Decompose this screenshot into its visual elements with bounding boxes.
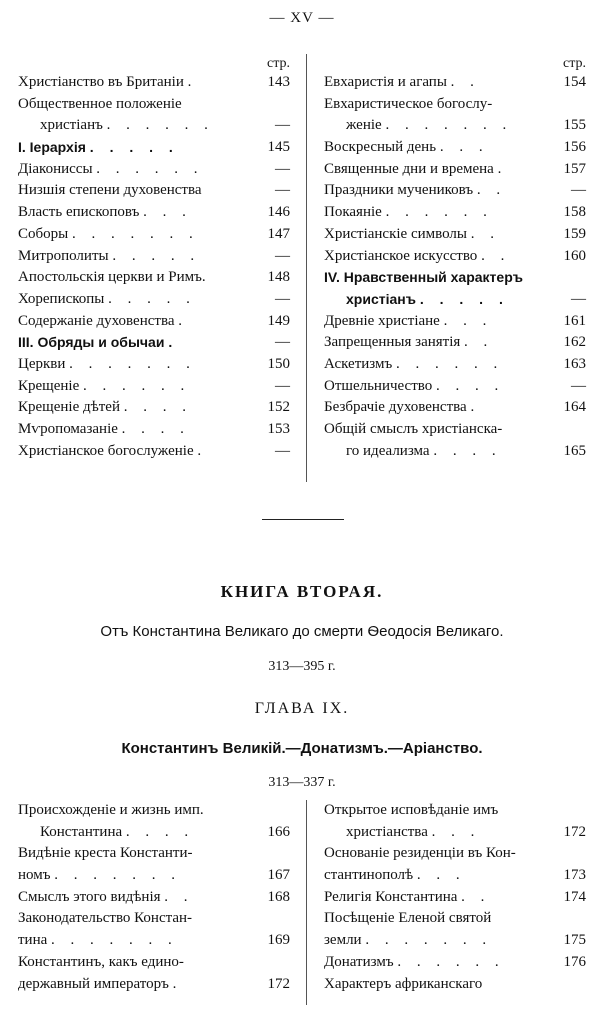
leader-dots: .	[187, 74, 198, 90]
contents-entry	[324, 267, 586, 289]
entry-title	[324, 419, 502, 441]
entry-title	[324, 202, 493, 224]
entry-page: 161	[563, 312, 586, 329]
entry-text: державный императоръ	[18, 975, 169, 992]
entry-title	[18, 974, 182, 996]
contents-entry	[324, 202, 586, 224]
leader-dots: .	[178, 312, 188, 329]
leader-dots: . . . . .	[108, 290, 196, 307]
entry-page: 145	[267, 139, 290, 156]
leader-dots: . . . .	[433, 442, 502, 459]
entry-page: 160	[563, 247, 586, 264]
leader-dots: . . . . . .	[385, 204, 493, 221]
contents-entry	[324, 159, 586, 181]
contents-entry	[18, 930, 290, 952]
entry-title	[324, 311, 492, 333]
entry-text: Евхаристическое богослу-	[324, 95, 493, 112]
entry-page: —	[275, 290, 290, 307]
entry-text: Крещеніе дѣтей	[18, 399, 120, 416]
entry-text: Евхаристія и агапы	[324, 74, 447, 90]
entry-text: Власть епископовъ	[18, 204, 140, 221]
contents-entry	[324, 94, 586, 116]
contents-entry	[18, 224, 290, 246]
entry-page: 165	[563, 442, 586, 459]
entry-title	[324, 332, 493, 354]
entry-text: Запрещенныя занятія	[324, 334, 461, 351]
contents-entry	[324, 289, 586, 311]
entry-text: Апостольскія церкви и Римъ.	[18, 269, 206, 286]
entry-text: Покаяніе	[324, 204, 382, 221]
entry-text: Происхожденіе и жизнь имп.	[18, 802, 204, 818]
entry-title	[18, 800, 204, 822]
book-years: 313—395 г.	[268, 659, 336, 674]
contents-table-lower	[18, 800, 586, 1005]
entry-page: 153	[267, 421, 290, 437]
entry-page: 146	[267, 204, 290, 221]
contents-entry	[18, 843, 290, 865]
entry-title	[18, 397, 192, 419]
leader-dots: . .	[164, 888, 194, 905]
page-header-left	[18, 54, 290, 72]
entry-text: Соборы	[18, 225, 69, 242]
contents-entry	[324, 908, 586, 930]
entry-title	[324, 930, 492, 952]
leader-dots: .	[497, 160, 508, 177]
entry-text: Донатизмъ	[324, 953, 394, 970]
contents-entry	[18, 332, 290, 354]
leader-dots: .	[168, 334, 179, 351]
leader-dots: . .	[481, 247, 511, 264]
contents-entry	[18, 246, 290, 268]
entry-page: 147	[267, 225, 290, 242]
entry-text: Христіанскіе символы	[324, 225, 467, 242]
leader-dots: . . . . . .	[82, 377, 191, 394]
entry-text: III. Обряды и обычаи	[18, 334, 165, 351]
entry-page: 164	[563, 399, 586, 416]
leader-dots: . . . . . . .	[365, 932, 493, 949]
entry-title	[18, 311, 188, 333]
entry-page: 149	[267, 312, 290, 329]
entry-title	[18, 952, 184, 974]
leader-dots: .	[172, 975, 183, 992]
leader-dots: . . . . . .	[96, 160, 204, 177]
leader-dots: . . . . . . .	[54, 867, 181, 884]
entry-text: христіанъ	[40, 117, 103, 134]
leader-dots: . . . .	[123, 399, 192, 416]
leader-dots: . . . . . .	[395, 355, 504, 372]
entry-page: 168	[267, 888, 290, 905]
leader-dots: . . . . . . .	[385, 117, 513, 134]
contents-entry	[324, 397, 586, 419]
entry-title	[18, 908, 192, 930]
section-separator	[262, 519, 344, 520]
leader-dots: . . .	[431, 823, 481, 840]
contents-entry	[324, 376, 586, 398]
contents-entry	[18, 441, 290, 463]
entry-text: го идеализма	[346, 442, 430, 459]
running-head: — XV —	[269, 10, 335, 26]
entry-title	[324, 865, 466, 887]
contents-entry	[18, 908, 290, 930]
entry-title	[18, 72, 197, 94]
entry-text: Древніе христіане	[324, 312, 440, 329]
contents-entry	[18, 180, 290, 202]
contents-entry	[18, 267, 290, 289]
entry-title	[324, 376, 504, 398]
contents-entry	[18, 159, 290, 181]
entry-text: Діакониссы	[18, 160, 93, 177]
contents-column-left	[18, 800, 290, 995]
column-divider	[306, 54, 307, 482]
entry-title	[346, 289, 509, 311]
entry-page: 175	[563, 932, 586, 949]
entry-text: земли	[324, 932, 362, 949]
chapter-subtitle: Константинъ Великій.—Донатизмъ.—Аріанство.	[121, 740, 483, 757]
contents-entry	[18, 94, 290, 116]
entry-title	[18, 865, 181, 887]
entry-title	[324, 800, 498, 822]
contents-entry	[18, 202, 290, 224]
entry-text: Митрополиты	[18, 247, 109, 264]
entry-title	[324, 159, 507, 181]
entry-title	[18, 246, 200, 268]
entry-text: Видѣніе креста Константи-	[18, 845, 193, 862]
contents-entry	[324, 800, 586, 822]
entry-page: 162	[563, 334, 586, 351]
leader-dots: . . . . . .	[106, 117, 214, 134]
entry-title	[324, 137, 489, 159]
contents-entry	[324, 843, 586, 865]
entry-title	[324, 908, 491, 930]
contents-entry	[324, 180, 586, 202]
leader-dots: .	[470, 399, 481, 416]
contents-entry	[18, 72, 290, 94]
entry-text: Крещеніе	[18, 377, 80, 394]
leader-dots: . . .	[143, 204, 192, 221]
contents-entry	[324, 246, 586, 268]
contents-entry	[324, 865, 586, 887]
entry-page: 174	[563, 888, 586, 905]
contents-entry	[18, 865, 290, 887]
entry-title	[324, 94, 492, 116]
leader-dots: . .	[464, 334, 494, 351]
entry-title	[18, 843, 192, 865]
entry-page: 169	[267, 932, 290, 949]
entry-title	[346, 115, 512, 137]
entry-title	[324, 887, 490, 909]
contents-entry	[18, 822, 290, 844]
book-subtitle: Отъ Константина Великаго до смерти Ѳеодосія Великаго.	[100, 623, 504, 640]
leader-dots: . . . . .	[89, 139, 179, 156]
entry-title	[18, 441, 207, 463]
entry-title	[324, 843, 516, 865]
entry-page: 143	[267, 74, 290, 90]
entry-page: 172	[563, 823, 586, 840]
contents-entry	[324, 419, 586, 441]
entry-page: 152	[267, 399, 290, 416]
entry-title	[18, 289, 196, 311]
entry-text: Религія Константина	[324, 888, 458, 905]
contents-entry	[18, 289, 290, 311]
entry-title	[18, 159, 204, 181]
entry-title	[324, 246, 510, 268]
entry-title	[324, 267, 523, 289]
contents-column-left	[18, 54, 290, 462]
page-header-label: стр.	[562, 56, 586, 71]
entry-title	[18, 419, 190, 441]
entry-title	[324, 180, 506, 202]
entry-text: христіанъ	[346, 290, 416, 307]
entry-title	[324, 72, 480, 94]
contents-table-upper	[18, 54, 586, 482]
leader-dots: .	[197, 442, 208, 459]
entry-text: Общій смыслъ христіанска-	[324, 421, 503, 437]
entry-page: —	[571, 182, 586, 199]
leader-dots: . . . . .	[419, 290, 509, 307]
entry-text: Безбрачіе духовенства	[324, 399, 467, 416]
leader-dots: . . .	[443, 312, 493, 329]
leader-dots: . . .	[439, 139, 489, 156]
entry-title	[324, 354, 503, 376]
entry-page: —	[275, 117, 290, 134]
entry-text: I. Іерархія	[18, 139, 86, 156]
contents-entry	[18, 974, 290, 996]
entry-text: христіанства	[346, 823, 428, 840]
entry-page: 176	[563, 953, 586, 970]
leader-dots: . . . . .	[112, 247, 201, 264]
contents-column-right	[324, 54, 586, 462]
entry-title	[346, 441, 502, 463]
contents-entry	[324, 311, 586, 333]
entry-text: женіе	[346, 117, 382, 134]
entry-title	[324, 224, 500, 246]
entry-text: Посѣщеніе Еленой святой	[324, 910, 492, 927]
entry-text: Смыслъ этого видѣнія	[18, 888, 161, 905]
leader-dots: . .	[461, 888, 491, 905]
entry-title	[324, 397, 480, 419]
entry-text: стантинополѣ	[324, 867, 414, 884]
entry-page: 172	[267, 975, 290, 992]
entry-title	[324, 974, 482, 996]
leader-dots: . .	[470, 225, 500, 242]
chapter-years: 313—337 г.	[268, 775, 336, 790]
contents-entry	[18, 115, 290, 137]
entry-text: Церкви	[18, 355, 66, 372]
entry-page: —	[275, 247, 290, 264]
entry-page: —	[275, 182, 290, 199]
leader-dots: . . .	[416, 867, 466, 884]
entry-title	[18, 376, 190, 398]
contents-entry	[324, 887, 586, 909]
entry-text: Священные дни и времена	[324, 160, 494, 177]
entry-text: Открытое исповѣданіе имъ	[324, 802, 499, 818]
entry-title	[18, 180, 202, 202]
entry-page: —	[275, 160, 290, 177]
entry-page: 154	[563, 74, 586, 90]
entry-text: Хорепископы	[18, 290, 105, 307]
entry-title	[18, 267, 206, 289]
contents-entry	[18, 397, 290, 419]
entry-page: 167	[267, 867, 290, 884]
entry-page: —	[571, 290, 586, 307]
entry-page: 163	[563, 355, 586, 372]
leader-dots: . . . .	[121, 421, 190, 437]
entry-title	[18, 224, 199, 246]
leader-dots: . . . . . .	[397, 953, 505, 970]
entry-page: 150	[267, 355, 290, 372]
contents-entry	[18, 887, 290, 909]
entry-text: Праздники мучениковъ	[324, 182, 474, 199]
entry-page: 148	[267, 269, 290, 286]
entry-page: 158	[563, 204, 586, 221]
contents-entry	[324, 930, 586, 952]
book-title: КНИГА ВТОРАЯ.	[220, 582, 384, 601]
contents-entry	[324, 822, 586, 844]
contents-entry	[324, 72, 586, 94]
page-header-label: стр.	[266, 56, 290, 71]
entry-text: Христіанство въ Британіи	[18, 74, 184, 90]
entry-text: Основаніе резиденціи въ Кон-	[324, 845, 516, 862]
entry-title	[18, 137, 179, 159]
contents-entry	[18, 419, 290, 441]
entry-text: Христіанское искусство	[324, 247, 478, 264]
contents-entry	[324, 137, 586, 159]
entry-title	[18, 930, 178, 952]
entry-page: —	[571, 377, 586, 394]
entry-text: IV. Нравственный характеръ	[324, 269, 523, 286]
entry-title	[346, 822, 480, 844]
contents-entry	[18, 354, 290, 376]
entry-page: 173	[563, 867, 586, 884]
contents-entry	[18, 137, 290, 159]
entry-text: Аскетизмъ	[324, 355, 393, 372]
contents-entry	[324, 354, 586, 376]
contents-entry	[18, 311, 290, 333]
entry-page: 159	[563, 225, 586, 242]
entry-text: Отшельничество	[324, 377, 433, 394]
contents-entry	[324, 441, 586, 463]
contents-entry	[18, 952, 290, 974]
contents-entry	[324, 974, 586, 996]
leader-dots: . . . . . . .	[71, 225, 199, 242]
entry-title	[40, 115, 214, 137]
contents-entry	[324, 952, 586, 974]
chapter-title: ГЛАВА IX.	[254, 700, 350, 717]
entry-text: Константинъ, какъ едино-	[18, 953, 184, 970]
entry-text: Характеръ африканскаго	[324, 975, 483, 992]
entry-page: 156	[563, 139, 586, 156]
entry-page: 155	[563, 117, 586, 134]
entry-title	[18, 202, 192, 224]
entry-text: Общественное положеніе	[18, 95, 182, 112]
entry-text: тина	[18, 932, 48, 949]
column-divider	[306, 800, 307, 1005]
leader-dots: . . . .	[125, 823, 195, 840]
entry-text: Низшія степени духовенства	[18, 182, 202, 199]
entry-text: Мѵропомазаніе	[18, 421, 118, 437]
leader-dots: . .	[476, 182, 507, 199]
entry-page: —	[275, 377, 290, 394]
contents-entry	[324, 224, 586, 246]
contents-column-right	[324, 800, 586, 995]
contents-entry	[18, 800, 290, 822]
entry-title	[324, 952, 505, 974]
entry-title	[18, 354, 196, 376]
entry-text: Содержаніе духовенства	[18, 312, 175, 329]
entry-title	[40, 822, 194, 844]
entry-page: 166	[267, 823, 290, 840]
leader-dots: . .	[450, 74, 480, 90]
entry-title	[18, 332, 178, 354]
leader-dots: . . . . . . .	[51, 932, 178, 949]
entry-page: —	[275, 334, 290, 351]
leader-dots: . . . . . . .	[69, 355, 196, 372]
page-header-right	[324, 54, 586, 72]
entry-page: 157	[563, 160, 586, 177]
entry-text: Христіанское богослуженіе	[18, 442, 194, 459]
contents-entry	[324, 115, 586, 137]
entry-title	[18, 94, 182, 116]
entry-page: —	[275, 442, 290, 459]
contents-entry	[18, 376, 290, 398]
entry-text: номъ	[18, 867, 51, 884]
entry-text: Константина	[40, 823, 123, 840]
contents-entry	[324, 332, 586, 354]
leader-dots: . . . .	[436, 377, 505, 394]
entry-title	[18, 887, 194, 909]
entry-text: Воскресный день	[324, 139, 437, 156]
entry-text: Законодательство Констан-	[18, 910, 193, 927]
